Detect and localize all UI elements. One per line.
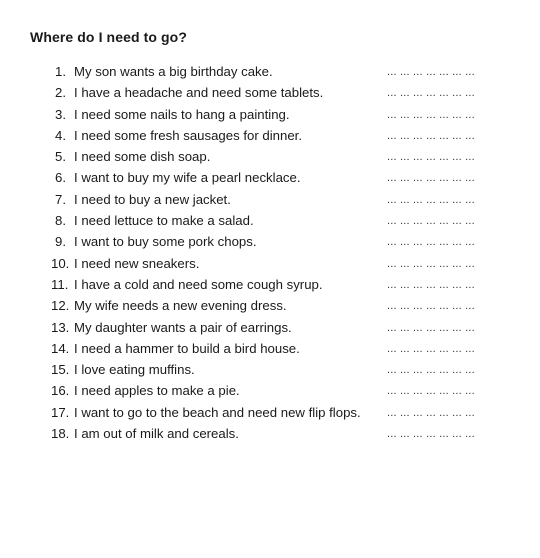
question-number: 5. (55, 149, 66, 165)
answer-blank[interactable]: ... ... ... ... ... ... ... (387, 172, 475, 185)
answer-blank[interactable]: ... ... ... ... ... ... ... (387, 215, 475, 228)
answer-blank[interactable]: ... ... ... ... ... ... ... (387, 428, 475, 441)
answer-blank[interactable]: ... ... ... ... ... ... ... (387, 406, 475, 419)
question-item (0, 210, 540, 231)
question-item (0, 146, 540, 167)
question-text: My daughter wants a pair of earrings. (74, 319, 292, 335)
question-number: 14. (51, 340, 70, 356)
question-item (0, 359, 540, 380)
question-number: 16. (51, 383, 70, 399)
question-item (0, 253, 540, 274)
answer-blank[interactable]: ... ... ... ... ... ... ... (387, 257, 475, 270)
question-number: 2. (55, 85, 66, 101)
question-item (0, 402, 540, 423)
question-item (0, 167, 540, 188)
question-number: 11. (51, 276, 69, 292)
question-number: 18. (51, 426, 70, 442)
question-item (0, 274, 540, 295)
answer-blank[interactable]: ... ... ... ... ... ... ... (387, 321, 475, 334)
answer-blank[interactable]: ... ... ... ... ... ... ... (387, 342, 475, 355)
question-list (0, 61, 540, 444)
question-text: I need some nails to hang a painting. (74, 106, 290, 122)
worksheet-title: Where do I need to go? (30, 29, 187, 45)
question-text: I am out of milk and cereals. (74, 426, 239, 442)
question-number: 4. (55, 127, 66, 143)
answer-blank[interactable]: ... ... ... ... ... ... ... (387, 193, 475, 206)
question-text: I love eating muffins. (74, 362, 195, 378)
question-number: 9. (55, 234, 66, 250)
question-item (0, 423, 540, 444)
question-number: 1. (55, 64, 66, 79)
answer-blank[interactable]: ... ... ... ... ... ... ... (387, 66, 475, 78)
question-text: I need new sneakers. (74, 255, 200, 271)
question-text: I want to buy some pork chops. (74, 234, 257, 250)
question-text: My wife needs a new evening dress. (74, 298, 287, 314)
question-item (0, 61, 540, 82)
question-item (0, 338, 540, 359)
question-number: 17. (51, 404, 70, 420)
answer-blank[interactable]: ... ... ... ... ... ... ... (387, 300, 475, 313)
question-text: I have a cold and need some cough syrup. (74, 276, 323, 292)
answer-blank[interactable]: ... ... ... ... ... ... ... (387, 236, 475, 249)
answer-blank[interactable]: ... ... ... ... ... ... ... (387, 151, 475, 164)
answer-blank[interactable]: ... ... ... ... ... ... ... (387, 364, 475, 377)
answer-blank[interactable]: ... ... ... ... ... ... ... (387, 129, 475, 142)
question-item (0, 317, 540, 338)
question-text: I want to buy my wife a pearl necklace. (74, 170, 301, 186)
question-number: 3. (55, 106, 66, 122)
question-number: 13. (51, 319, 70, 335)
question-number: 7. (55, 191, 66, 207)
question-item (0, 380, 540, 401)
answer-blank[interactable]: ... ... ... ... ... ... ... (387, 278, 475, 291)
question-text: I have a headache and need some tablets. (74, 85, 324, 101)
question-number: 6. (55, 170, 66, 186)
question-text: I need a hammer to build a bird house. (74, 340, 300, 356)
answer-blank[interactable]: ... ... ... ... ... ... ... (387, 385, 475, 398)
question-item (0, 82, 540, 103)
question-item (0, 125, 540, 146)
question-number: 10. (51, 255, 70, 271)
question-item (0, 295, 540, 316)
question-text: My son wants a big birthday cake. (74, 64, 273, 79)
question-item (0, 231, 540, 252)
question-text: I want to go to the beach and need new flip flops. (74, 404, 361, 420)
answer-blank[interactable]: ... ... ... ... ... ... ... (387, 87, 475, 100)
question-number: 8. (55, 213, 66, 229)
question-item (0, 189, 540, 210)
question-text: I need lettuce to make a salad. (74, 213, 254, 229)
question-text: I need apples to make a pie. (74, 383, 240, 399)
question-item (0, 104, 540, 125)
question-number: 12. (51, 298, 70, 314)
answer-blank[interactable]: ... ... ... ... ... ... ... (387, 108, 475, 121)
question-number: 15. (51, 362, 70, 378)
question-text: I need to buy a new jacket. (74, 191, 231, 207)
question-text: I need some fresh sausages for dinner. (74, 127, 302, 143)
question-text: I need some dish soap. (74, 149, 211, 165)
